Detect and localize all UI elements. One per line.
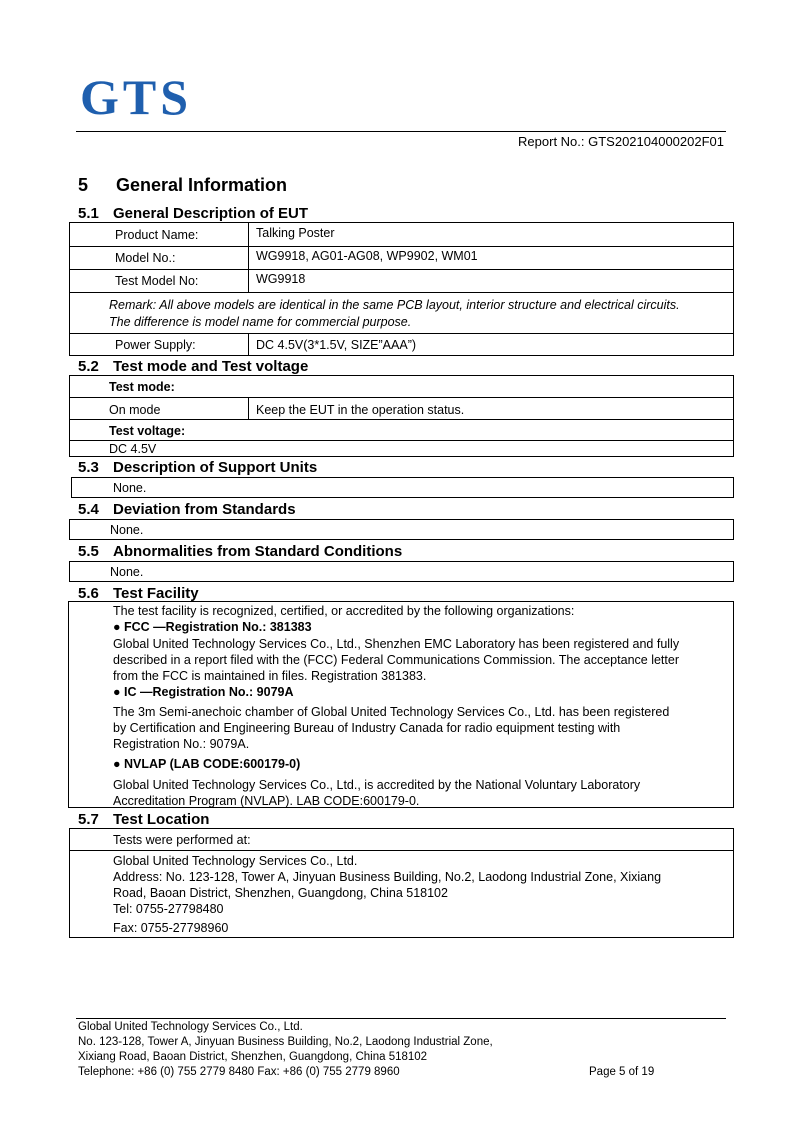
section-number: 5.3 — [78, 459, 99, 476]
table-divider — [248, 397, 249, 419]
model-no-label: Model No.: — [115, 251, 176, 265]
section-number: 5.5 — [78, 543, 99, 560]
fcc-line-3: from the FCC is maintained in files. Registration 381383. — [113, 669, 427, 683]
section-number: 5.4 — [78, 501, 99, 518]
section-5-5-heading — [78, 543, 402, 560]
support-units-box — [71, 477, 734, 498]
abnormalities-box — [69, 561, 734, 582]
table-divider — [69, 333, 734, 334]
power-supply-value: DC 4.5V(3*1.5V, SIZE”AAA”) — [256, 338, 417, 352]
power-supply-label: Power Supply: — [115, 338, 196, 352]
section-5-7-heading — [78, 811, 209, 828]
deviation-text: None. — [110, 523, 144, 537]
nvlap-line-1: Global United Technology Services Co., Ltd., is accredited by the National Voluntary Laboratory — [113, 778, 641, 792]
section-title: General Description of EUT — [113, 205, 309, 222]
test-mode-description: Keep the EUT in the operation status. — [256, 403, 465, 417]
section-5-1-heading — [78, 205, 308, 222]
ic-line-1: The 3m Semi-anechoic chamber of Global United Technology Services Co., Ltd. has been registered — [113, 705, 670, 719]
section-number: 5.1 — [78, 205, 99, 222]
location-intro: Tests were performed at: — [113, 833, 251, 847]
section-title: Deviation from Standards — [113, 501, 296, 518]
ic-line-3: Registration No.: 9079A. — [113, 737, 250, 751]
section-title: Test Facility — [113, 585, 199, 602]
footer-address-1: No. 123-128, Tower A, Jinyuan Business Building, No.2, Laodong Industrial Zone, — [78, 1036, 493, 1048]
table-divider — [69, 269, 734, 270]
remark-line-1: Remark: All above models are identical in the same PCB layout, interior structure and electrical circuits. — [109, 298, 680, 312]
section-title: Test Location — [113, 811, 210, 828]
report-number: Report No.: GTS202104000202F01 — [518, 134, 724, 149]
header-divider — [76, 131, 726, 132]
location-address-1: Address: No. 123-128, Tower A, Jinyuan Business Building, No.2, Laodong Industrial Zone, Xixiang — [113, 870, 662, 884]
support-units-text: None. — [113, 481, 147, 495]
table-divider — [69, 246, 734, 247]
product-name-value: Talking Poster — [256, 226, 335, 240]
deviation-box — [69, 519, 734, 540]
product-name-label: Product Name: — [115, 228, 199, 242]
location-fax: Fax: 0755-27798960 — [113, 921, 229, 935]
footer-address-2: Xixiang Road, Baoan District, Shenzhen, Guangdong, China 518102 — [78, 1051, 428, 1063]
nvlap-line-2: Accreditation Program (NVLAP). LAB CODE:600179-0. — [113, 794, 420, 808]
page-number: Page 5 of 19 — [589, 1066, 655, 1078]
location-tel: Tel: 0755-27798480 — [113, 902, 224, 916]
footer-contact: Telephone: +86 (0) 755 2779 8480 Fax: +86 (0) 755 2779 8960 — [78, 1066, 400, 1078]
facility-intro: The test facility is recognized, certified, or accredited by the following organizations: — [113, 604, 575, 618]
ic-heading: ● IC —Registration No.: 9079A — [113, 685, 294, 699]
section-number: 5.6 — [78, 585, 99, 602]
test-model-value: WG9918 — [256, 272, 306, 286]
abnormalities-text: None. — [110, 565, 144, 579]
section-title: Test mode and Test voltage — [113, 358, 309, 375]
section-5-3-heading — [78, 459, 317, 476]
table-divider — [248, 333, 249, 356]
fcc-line-1: Global United Technology Services Co., Ltd., Shenzhen EMC Laboratory has been registered and fully — [113, 637, 680, 651]
section-5-4-heading — [78, 501, 296, 518]
company-logo: GTS — [80, 69, 193, 125]
section-5-heading — [78, 175, 287, 196]
section-number: 5 — [78, 175, 89, 195]
fcc-line-2: described in a report filed with the (FCC) Federal Communications Commission. The acceptance letter — [113, 653, 679, 667]
test-mode-name: On mode — [109, 403, 161, 417]
nvlap-heading: ● NVLAP (LAB CODE:600179-0) — [113, 757, 301, 771]
table-divider — [69, 850, 734, 851]
remark-line-2: The difference is model name for commercial purpose. — [109, 315, 412, 329]
fcc-heading: ● FCC —Registration No.: 381383 — [113, 620, 312, 634]
footer-divider — [76, 1018, 726, 1019]
table-divider — [248, 222, 249, 292]
table-divider — [69, 419, 734, 420]
ic-line-2: by Certification and Engineering Bureau of Industry Canada for radio equipment testing with — [113, 721, 621, 735]
table-divider — [69, 397, 734, 398]
table-divider — [69, 292, 734, 293]
location-company: Global United Technology Services Co., Ltd. — [113, 854, 358, 868]
model-no-value: WG9918, AG01-AG08, WP9902, WM01 — [256, 249, 478, 263]
test-model-label: Test Model No: — [115, 274, 199, 288]
section-number: 5.2 — [78, 358, 99, 375]
section-title: Description of Support Units — [113, 459, 318, 476]
test-voltage-header: Test voltage: — [109, 424, 186, 438]
location-address-2: Road, Baoan District, Shenzhen, Guangdong, China 518102 — [113, 886, 448, 900]
test-voltage-value: DC 4.5V — [109, 442, 157, 456]
section-title: General Information — [116, 175, 288, 195]
table-divider — [69, 440, 734, 441]
test-mode-header: Test mode: — [109, 380, 175, 394]
section-number: 5.7 — [78, 811, 99, 828]
section-5-6-heading — [78, 585, 199, 602]
footer-company: Global United Technology Services Co., Ltd. — [78, 1021, 303, 1033]
section-5-2-heading — [78, 358, 308, 375]
section-title: Abnormalities from Standard Conditions — [113, 543, 403, 560]
